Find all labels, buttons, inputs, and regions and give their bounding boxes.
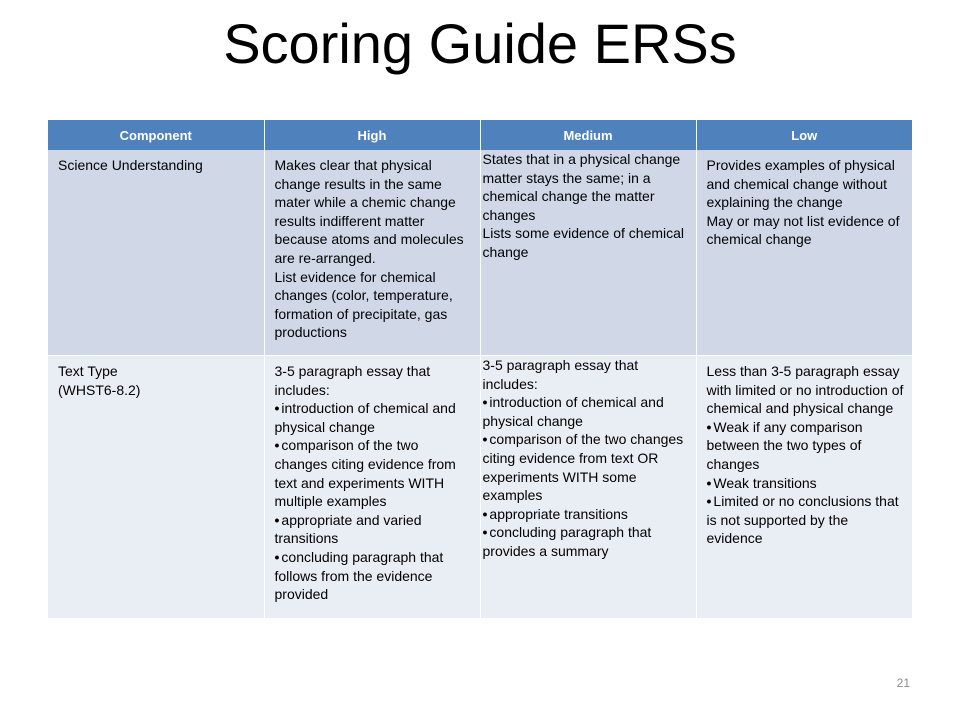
bullet-item: • Limited or no conclusions that is not supported by the evidence: [707, 492, 905, 548]
bullet-item: • appropriate and varied transitions: [275, 511, 472, 548]
cell-text: Less than 3-5 paragraph essay with limited or no introduction of chemical and physical change: [706, 363, 904, 417]
cell-text: Text Type: [58, 363, 118, 379]
slide-page-number: 21: [896, 676, 910, 690]
bullet-item: • concluding paragraph that follows from the evidence provided: [275, 548, 472, 604]
bullet-item: • concluding paragraph that provides a summary: [483, 523, 690, 560]
cell-text: List evidence for chemical changes (color, temperature, formation of precipitate, gas productions: [274, 268, 453, 341]
cell-component: [48, 150, 264, 356]
cell-text: Makes clear that physical change results in the same mater while a chemic change results indifferent matter because atoms and molecules are re-arranged.: [274, 157, 464, 266]
cell-text: Science Understanding: [58, 157, 203, 173]
table-row-science-understanding: [48, 150, 912, 356]
cell-text: 3-5 paragraph essay that includes:: [482, 357, 639, 392]
cell-low: [696, 356, 912, 619]
bullet-item: • introduction of chemical and physical change: [483, 393, 690, 430]
header-component: Component: [48, 120, 264, 150]
cell-text: May or may not list evidence of chemical change: [706, 212, 900, 248]
cell-component: [48, 356, 264, 619]
cell-medium: [480, 150, 696, 356]
cell-high: [264, 356, 480, 619]
header-medium: Medium: [480, 120, 696, 150]
cell-text: Provides examples of physical and chemical change without explaining the change: [706, 157, 895, 211]
cell-medium: [480, 356, 696, 619]
bullet-item: • comparison of the two changes citing evidence from text and experiments WITH multiple examples: [275, 436, 472, 510]
table-header-row: [48, 120, 912, 150]
scoring-guide-table: [48, 120, 912, 619]
header-low: Low: [696, 120, 912, 150]
cell-text: (WHST6-8.2): [58, 381, 141, 398]
bullet-item: • appropriate transitions: [483, 505, 690, 524]
header-high: High: [264, 120, 480, 150]
bullet-item: • introduction of chemical and physical change: [275, 399, 472, 436]
cell-text: Lists some evidence of chemical change: [482, 225, 685, 260]
cell-text: States that in a physical change matter stays the same; in a chemical change the matter changes: [482, 151, 681, 223]
bullet-item: • Weak if any comparison between the two types of changes: [707, 418, 905, 474]
bullet-item: • Weak transitions: [707, 474, 905, 493]
cell-text: 3-5 paragraph essay that includes:: [274, 363, 431, 398]
slide-title: Scoring Guide ERSs: [223, 12, 737, 75]
table-row-text-type: [48, 356, 912, 619]
cell-high: [264, 150, 480, 356]
bullet-item: • comparison of the two changes citing evidence from text OR experiments WITH some examples: [483, 430, 690, 504]
cell-low: [696, 150, 912, 356]
